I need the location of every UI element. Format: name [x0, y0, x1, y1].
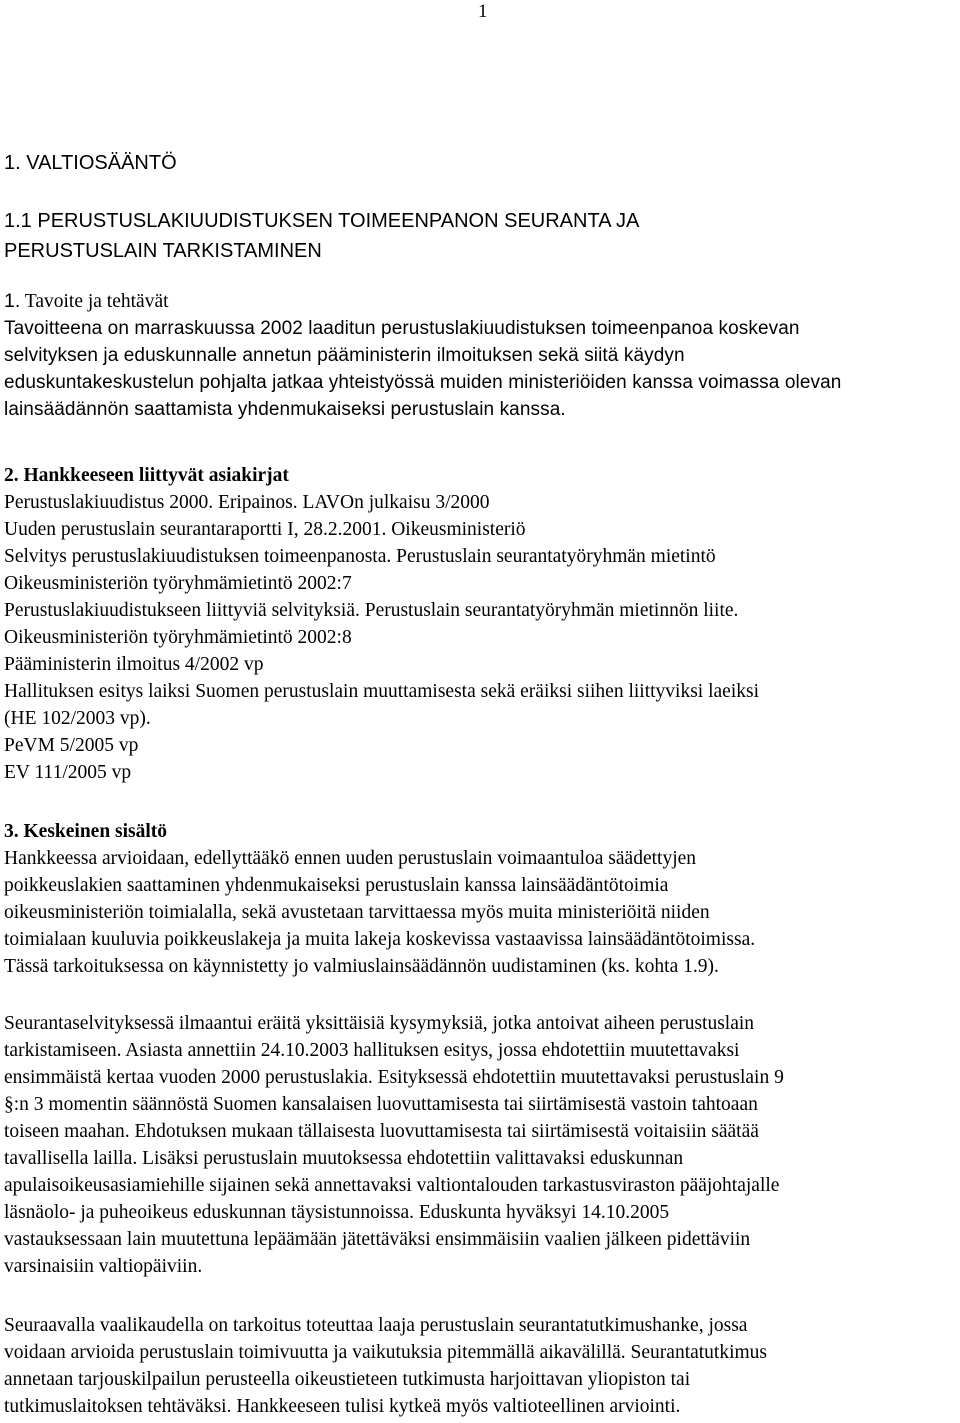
text-line: tavallisella lailla. Lisäksi perustuslain muutoksessa ehdotettiin valittavaksi eduskunnan — [4, 1148, 684, 1169]
text-line: läsnäolo- ja puheoikeus eduskunnan täysistunnoissa. Eduskunta hyväksyi 14.10.2005 — [4, 1202, 670, 1223]
text-line: Seuraavalla vaalikaudella on tarkoitus toteuttaa laaja perustuslain seurantatutkimushanke, jossa — [4, 1315, 748, 1336]
section-asiakirjat — [4, 462, 956, 786]
text-line: poikkeuslakien saattaminen yhdenmukaiseksi perustuslain kanssa lainsäädäntötoimia — [4, 875, 669, 896]
sisalto-paragraph-3 — [4, 1312, 956, 1420]
list-item: Pääministerin ilmoitus 4/2002 vp — [4, 654, 264, 675]
text-line: Tavoitteena on marraskuussa 2002 laaditun perustuslakiuudistuksen toimeenpanoa koskevan — [4, 318, 800, 339]
list-item: Perustuslakiuudistukseen liittyviä selvityksiä. Perustuslain seurantatyöryhmän mietinnön liite. — [4, 600, 739, 621]
list-item: EV 111/2005 vp — [4, 762, 132, 783]
section-tavoite-title — [4, 288, 956, 315]
text-line: ensimmäistä kertaa vuoden 2000 perustuslakia. Esityksessä ehdotettiin muutettavaksi perustuslain 9 — [4, 1067, 784, 1088]
list-item: Oikeusministeriön työryhmämietintö 2002:7 — [4, 573, 352, 594]
text-line: tutkimuslaitoksen tehtäväksi. Hankkeeseen tulisi kytkeä myös valtioteellinen arviointi. — [4, 1396, 681, 1417]
text-line: eduskuntakeskustelun pohjalta jatkaa yhteistyössä muiden ministeriöiden kanssa voimassa olevan — [4, 372, 842, 393]
list-item: Oikeusministeriön työryhmämietintö 2002:8 — [4, 627, 352, 648]
text-line: annetaan tarjouskilpailun perusteella oikeustieteen tutkimusta harjoittavan yliopiston tai — [4, 1369, 691, 1390]
text-line: toimialaan kuuluvia poikkeuslakeja ja muita lakeja koskevissa vastaavissa lainsäädäntötoimissa. — [4, 929, 756, 950]
text-line: apulaisoikeusasiamiehille sijainen sekä annettavaksi valtiontalouden tarkastusviraston pääjohtajalle — [4, 1175, 780, 1196]
sisalto-paragraph-2-block — [4, 1010, 956, 1280]
text-line: toiseen maahan. Ehdotuksen mukaan tällaisesta luovuttamisesta tai siirtämisestä voitaisiin säätää — [4, 1121, 759, 1142]
section-number: 1. — [4, 290, 21, 312]
heading-line-2: PERUSTUSLAIN TARKISTAMINEN — [4, 240, 322, 262]
list-item: PeVM 5/2005 vp — [4, 735, 139, 756]
asiakirjat-list — [4, 489, 956, 786]
list-item: Uuden perustuslain seurantaraportti I, 28.2.2001. Oikeusministeriö — [4, 519, 526, 540]
list-item: Hallituksen esitys laiksi Suomen perustuslain muuttamisesta sekä eräiksi siihen liittyviksi laeiksi — [4, 681, 759, 702]
section-tavoite — [4, 288, 956, 423]
section-keskeinen-title: 3. Keskeinen sisältö — [4, 821, 168, 842]
heading-perustuslakiuudistus — [4, 206, 956, 266]
heading-line-1: 1.1 PERUSTUSLAKIUUDISTUKSEN TOIMEENPANON SEURANTA JA — [4, 210, 640, 232]
text-line: Hankkeessa arvioidaan, edellyttääkö ennen uuden perustuslain voimaantuloa säädettyjen — [4, 848, 697, 869]
sisalto-paragraph-3-block — [4, 1312, 956, 1420]
list-item: Perustuslakiuudistus 2000. Eripainos. LAVOn julkaisu 3/2000 — [4, 492, 490, 513]
text-line: vastauksessaan lain muutettuna lepäämään jätettäväksi ensimmäisiin vaalien jälkeen pidettäviin — [4, 1229, 751, 1250]
heading-valtiosaanto: 1. VALTIOSÄÄNTÖ — [4, 152, 177, 174]
section-asiakirjat-title: 2. Hankkeeseen liittyvät asiakirjat — [4, 465, 289, 486]
sisalto-paragraph-1 — [4, 845, 956, 980]
text-line: selvityksen ja eduskunnalle annetun pääministerin ilmoituksen sekä siitä käydyn — [4, 345, 685, 366]
text-line: Tässä tarkoituksessa on käynnistetty jo valmiuslainsäädännön uudistaminen (ks. kohta 1.9). — [4, 956, 719, 977]
section-keskeinen-sisalto — [4, 818, 956, 980]
section-tavoite-text — [4, 315, 956, 423]
text-line: varsinaisiin valtiopäiviin. — [4, 1256, 203, 1277]
text-line: Seurantaselvityksessä ilmaantui eräitä yksittäisiä kysymyksiä, jotka antoivat aiheen perustuslain — [4, 1013, 755, 1034]
page-number: 1 — [478, 1, 488, 22]
section-title-text: Tavoite ja tehtävät — [20, 291, 169, 312]
list-item: Selvitys perustuslakiuudistuksen toimeenpanosta. Perustuslain seurantatyöryhmän mietintö — [4, 546, 716, 567]
text-line: lainsäädännön saattamista yhdenmukaiseksi perustuslain kanssa. — [4, 399, 566, 420]
text-line: §:n 3 momentin säännöstä Suomen kansalaisen luovuttamisesta tai siirtämisestä vastoin tahtoaan — [4, 1094, 758, 1115]
text-line: oikeusministeriön toimialalla, sekä avustetaan tarvittaessa myös muita ministeriöitä niiden — [4, 902, 710, 923]
sisalto-paragraph-2 — [4, 1010, 956, 1280]
text-line: tarkistamiseen. Asiasta annettiin 24.10.2003 hallituksen esitys, jossa ehdotettiin muutettavaksi — [4, 1040, 740, 1061]
text-line: voidaan arvioida perustuslain toimivuutta ja vaikutuksia pitemmällä aikavälillä. Seurantatutkimus — [4, 1342, 768, 1363]
document-body — [4, 148, 956, 1417]
list-item: (HE 102/2003 vp). — [4, 708, 151, 729]
